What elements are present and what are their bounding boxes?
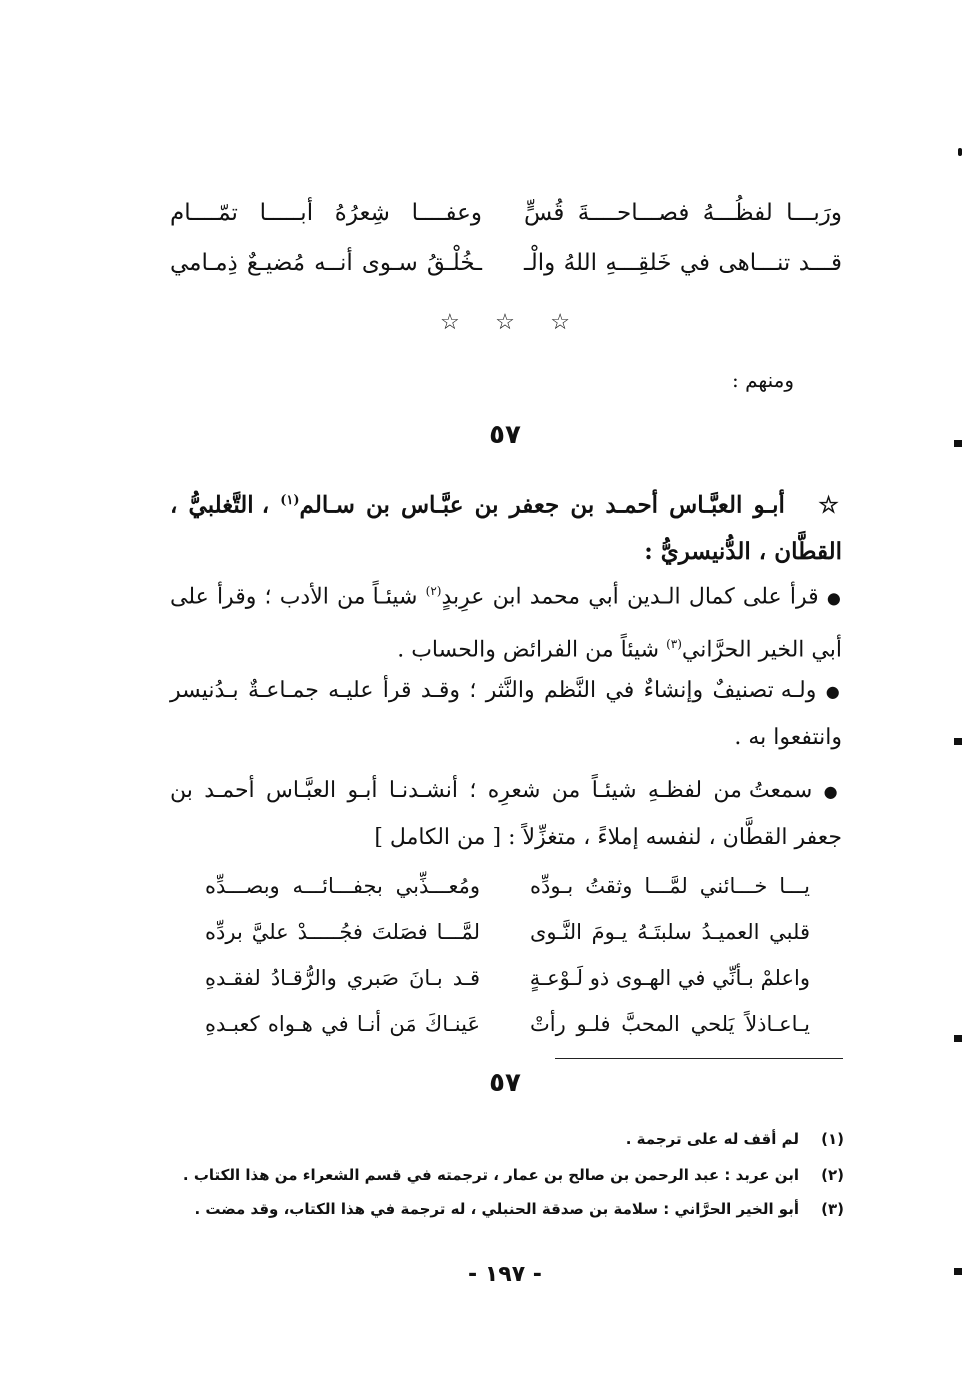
footnote-text: أبو الخير الحرَّاني : سلامة بن صدقة الحنبلي ، له ترجمة في هذا الكتاب، وقد مضت . (194, 1200, 799, 1218)
entry-title (170, 478, 842, 575)
verse-hemistich-left: وعفــــا شِعرُهُ أبـــــا تمّــــام (170, 200, 482, 226)
footnote-number: (٢) (821, 1166, 844, 1184)
bullet-icon: ● (825, 682, 843, 701)
footnote-ref: (١) (280, 493, 300, 508)
footnote-divider (555, 1058, 843, 1059)
verse-hemistich-right: قلبي العميـدُ سلبتَـهُ يـومَ النَّـوى (530, 920, 810, 944)
poem-verse (205, 920, 810, 966)
entry-attributes: ، التَّغلبيُّ ، القطَّان ، الدُّنيسريُّ : (170, 491, 842, 565)
opening-verse-2 (170, 250, 842, 290)
footnote-text: لم أقف له على ترجمة . (625, 1130, 799, 1148)
footnote (182, 1166, 844, 1200)
paragraph-text: قرأ على كمال الـدين أبي محمد ابن عرِبدٍ (441, 584, 819, 610)
footnote-number: (٣) (821, 1200, 844, 1218)
verse-hemistich-left: ومُعـــذِّبي بجفـــائـــه وبصـــدِّه (205, 874, 480, 898)
verse-hemistich-left: عَينـاكَ مَن أنـا في هـواه كعبـدهِ (205, 1012, 480, 1036)
paragraph-text: ولـه تصنيفٌ وإنشاءٌ في النَّظم والنَّثر ؛ وقـد قرأ عليـه جمـاعـةٌ بـدُنيسر وانتفعوا به . (170, 678, 842, 750)
poem-verse (205, 874, 810, 920)
scan-edge-mark (954, 1268, 962, 1275)
paragraph-1 (170, 568, 842, 674)
star-icon: ☆ (550, 310, 570, 335)
footnote-number: (١) (821, 1130, 844, 1148)
verse-hemistich-left: لمَّـــا فصَلتَ فجُـــــدْ عليَّ بردِّه (205, 920, 480, 944)
paragraph-text: شيئـاً من الأدب ؛ وقرأ على أبي الخير الحرَّاني (170, 584, 842, 663)
bullet-icon: ● (826, 588, 843, 608)
star-icon: ☆ (440, 310, 460, 335)
scan-edge-mark (954, 1035, 962, 1042)
verse-hemistich-right: يـــا خـــائني لمَّـــا وثقتُ بـودِّه (530, 874, 810, 898)
entry-end-number: ٥٧ (489, 1068, 521, 1098)
star-separator (440, 310, 570, 335)
entry-name: أبـو العبَّـاس أحمـد بن جعفر بن عبَّـاس بن سـالم (299, 491, 785, 519)
poem-verse (205, 966, 810, 1012)
verse-hemistich-left: ـخُلْـقُ سـوى أنــه مُضيـعٌ ذِمـامي (170, 250, 482, 276)
section-label: ومنهم : (731, 368, 794, 392)
verse-hemistich-right: يـاعـاذلاً يَلحي المحبَّ فلـو رأتْ (530, 1012, 810, 1036)
paragraph-3 (170, 768, 842, 861)
bullet-icon: ● (823, 782, 843, 801)
paragraph-2 (170, 668, 842, 761)
verse-hemistich-right: قـــد تنـــاهى في خَلقِـــهِ اللهُ والْـ (524, 250, 842, 276)
star-icon: ☆ (495, 310, 515, 335)
paragraph-text: شيئاً من الفرائض والحساب . (397, 637, 660, 663)
footnote (200, 1130, 844, 1164)
scan-edge-mark (954, 440, 962, 447)
opening-verse-1 (170, 200, 842, 240)
paragraph-text: سمعتُ من لفظـهِ شيئـاً من شعرِه ؛ أنشـدنـا أبـو العبَّـاس أحمـد بن جعفر القطَّان ، لنفسه إملاءً ، متغزِّلاً : [ من الكامل ] (170, 778, 842, 850)
footnote (194, 1200, 844, 1234)
entry-number: ٥٧ (489, 420, 521, 450)
verse-hemistich-right: ورَبـــا لفظُـــهُ فصـــاحــــةَ قُسٍّ (524, 200, 842, 226)
poem-verse (205, 1012, 810, 1058)
page-number: - ١٩٧ - (468, 1262, 542, 1287)
footnote-text: ابن عربد : عبد الرحمن بن صالح بن عمار ، ترجمته في قسم الشعراء من هذا الكتاب . (182, 1166, 799, 1184)
verse-hemistich-left: قـد بـانَ صَبري والرُّقـادُ لفقـدهِ (205, 966, 480, 990)
verse-hemistich-right: واعلمْ بـأنِّي في الهـوى ذو لَـوْعـةٍ (529, 966, 810, 990)
footnote-ref: (٣) (666, 637, 682, 652)
scan-edge-mark (958, 148, 962, 156)
star-icon: ☆ (818, 491, 842, 519)
scan-edge-mark (954, 738, 962, 745)
footnote-ref: (٢) (425, 584, 442, 598)
